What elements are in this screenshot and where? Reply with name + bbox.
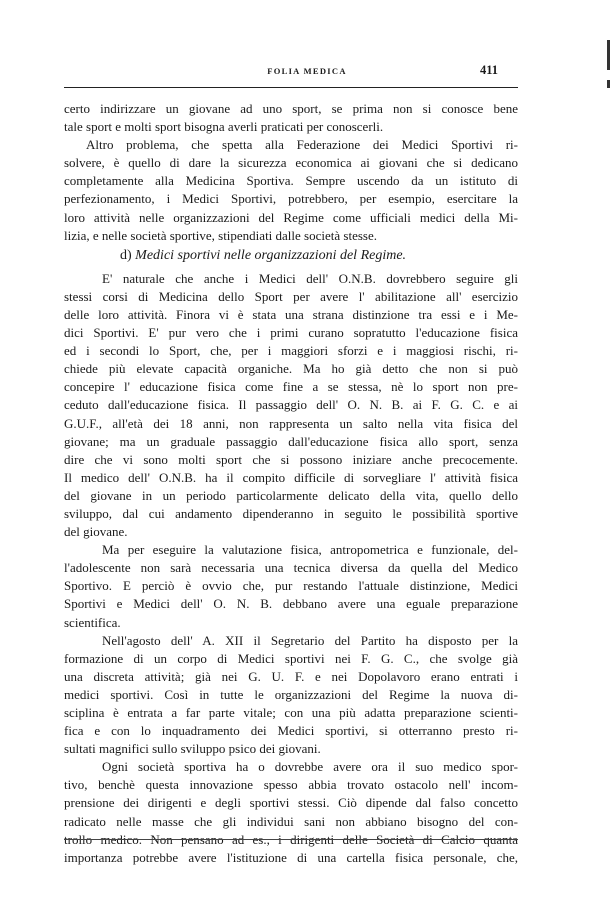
- section-heading: [64, 245, 518, 267]
- text-line: una discreta attività; già nei G. U. F. e nei Dopolavoro erano entrati i: [64, 668, 518, 684]
- section-heading-text: Medici sportivi nelle organizzazioni del Regime.: [135, 247, 407, 263]
- text-line: ed i secondi lo Sport, che, per i maggiori sforzi e i maggiosi rischi, ri-: [64, 343, 518, 359]
- page-number: 411: [480, 63, 499, 77]
- body-text: [64, 100, 518, 867]
- text-line: formazione di un corpo di Medici sportivi nei F. G. C., che svolge già: [64, 650, 518, 666]
- text-line: Il medico dell' O.N.B. ha il compito difficile di sorvegliare l' attività fisica: [64, 469, 518, 485]
- text-line: l'adolescente non sarà necessaria una tecnica diversa da quella del Medico: [64, 560, 518, 576]
- text-line: certo indirizzare un giovane ad uno sport, se prima non si conosce bene: [64, 101, 518, 116]
- text-line: stessi corsi di Medicina dello Sport per avere l' abilitazione all' esercizio: [64, 288, 518, 304]
- text-line: medici sportivi. Così in tutte le organizzazioni del Regime la nuova di-: [64, 686, 518, 702]
- text-line: trollo medico. Non pensano ad es., i dirigenti delle Società di Calcio quanta: [64, 831, 518, 847]
- text-line: solvere, è quello di dare la sicurezza economica ai giovani che si dedicano: [64, 155, 518, 171]
- text-line: fica e con lo inquadramento dei Medici sportivi, si otterranno presto ri-: [64, 723, 518, 739]
- text-line: prensione dei dirigenti e degli sportivi stessi. Ciò dipende dal falso concetto: [64, 795, 518, 811]
- text-line: sultati magnifici sullo sviluppo psico dei giovani.: [64, 741, 321, 757]
- text-line: delle loro attività. Finora vi è stata una strana distinzione tra essi e i Me-: [64, 306, 518, 322]
- running-header-title: FOLIA MEDICA: [267, 66, 347, 76]
- paragraph: [64, 541, 518, 631]
- text-line: lizia, e nelle società sportive, stipendiati dalle società stesse.: [64, 227, 377, 243]
- text-line: radicato nelle masse che gli individui sani non abbiano bisogno del con-: [64, 813, 518, 829]
- text-line: del giovane in un periodo particolarmente delicato della vita, quello dello: [64, 487, 518, 503]
- text-line: ceduto dall'educazione fisica. Il passaggio dell' O. N. B. ai F. G. C. e ai: [64, 397, 518, 413]
- text-line: Sportivi e Medici dell' O. N. B. debbano avere una eguale preparazione: [64, 596, 518, 612]
- section-heading-label: d): [120, 247, 132, 263]
- text-line: tivo, benchè questa innovazione spesso abbia trovato ostacolo nell' incom-: [64, 777, 518, 793]
- text-line: G.U.F., all'età dei 18 anni, non rappresenta un salto nella vita fisica del: [64, 415, 518, 431]
- footer-divider: [64, 839, 518, 840]
- text-line: Ogni società sportiva ha o dovrebbe avere ora il suo medico spor-: [102, 759, 518, 775]
- scan-edge-mark: [607, 40, 610, 70]
- paragraph: [64, 632, 518, 759]
- text-line: concepire l' educazione fisica come fine a se stessa, nè lo sport non pre-: [64, 379, 518, 395]
- text-line: tale sport e molti sport bisogna averli praticati per conoscerli.: [64, 119, 384, 135]
- paragraph: [64, 270, 518, 541]
- text-line: sviluppo, dal cui andamento dipenderanno in seguito le possibilità sportive: [64, 505, 518, 521]
- text-line: dire che vi sono molti sport che si possono iniziare anche precocemente.: [64, 451, 518, 467]
- text-line: scientifica.: [64, 614, 121, 630]
- text-line: perfezionamento, i Medici Sportivi, potrebbero, per esempio, esercitare la: [64, 191, 518, 207]
- text-line: sciplina è entrata a far parte vitale; con una più adatta preparazione scienti-: [64, 705, 518, 720]
- scan-edge-mark: [607, 80, 610, 88]
- text-line: chiede più elevate capacità organiche. Ma ho già detto che non si può: [64, 361, 518, 377]
- paragraph: [64, 758, 518, 867]
- text-line: Nell'agosto dell' A. XII il Segretario del Partito ha disposto per la: [102, 632, 518, 648]
- text-line: Sportivo. E perciò è ovvio che, pur restando l'attuale distinzione, Medici: [64, 578, 518, 594]
- text-line: del giovane.: [64, 524, 128, 540]
- text-line: E' naturale che anche i Medici dell' O.N.B. dovrebbero seguire gli: [102, 270, 518, 286]
- paragraph: [64, 100, 518, 136]
- text-line: giovane; ma un graduale passaggio dall'educazione fisica allo sport, senza: [64, 433, 518, 449]
- text-line: completamente alla Medicina Sportiva. Sempre uscendo da un istituto di: [64, 173, 518, 189]
- text-line: Ma per eseguire la valutazione fisica, antropometrica e funzionale, del-: [102, 542, 518, 558]
- header-divider: [64, 87, 518, 88]
- paragraph: [64, 136, 518, 245]
- text-line: importanza potrebbe avere l'istituzione di una cartella fisica personale, che,: [64, 849, 518, 865]
- text-line: loro attività nelle organizzazioni del Regime come ufficiali medici della Mi-: [64, 209, 518, 225]
- text-line: dici Sportivi. E' pur vero che i primi curano sopratutto l'educazione fisica: [64, 325, 518, 341]
- text-line: Altro problema, che spetta alla Federazione dei Medici Sportivi ri-: [86, 137, 518, 153]
